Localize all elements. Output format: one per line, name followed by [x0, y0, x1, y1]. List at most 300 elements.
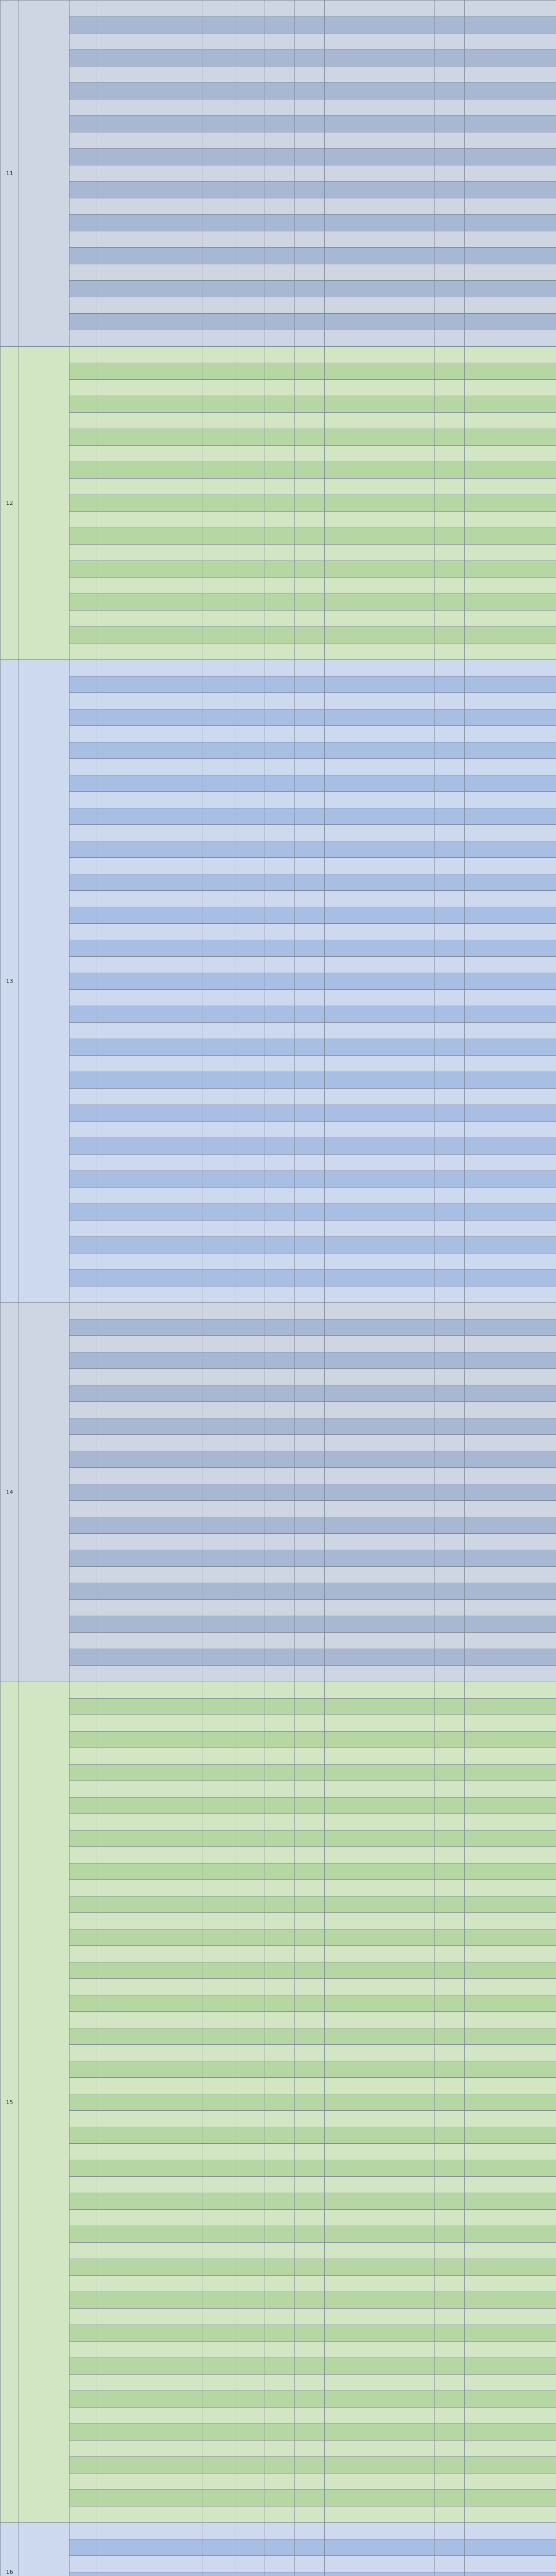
col-5-cell: [295, 281, 325, 297]
type-cell: [70, 149, 96, 165]
col-5-cell: [295, 165, 325, 182]
col-7-cell: [435, 1600, 465, 1616]
table-row: [1, 50, 556, 66]
table-row: [1, 2358, 556, 2375]
time-cell: [465, 759, 556, 775]
table-row: [1, 1913, 556, 1929]
location-cell: [325, 1204, 435, 1221]
col-4-cell: [265, 1253, 295, 1270]
col-7-cell: [435, 1451, 465, 1468]
location-cell: [325, 479, 435, 495]
table-row: [1, 1056, 556, 1072]
time-cell: [465, 1600, 556, 1616]
col-4-cell: [265, 512, 295, 528]
type-cell: [70, 1253, 96, 1270]
location-cell: [325, 1682, 435, 1699]
count-cell: [235, 874, 265, 891]
col-5-cell: [295, 825, 325, 841]
point-no-cell: [202, 1896, 235, 1913]
type-cell: [70, 1666, 96, 1682]
count-cell: [235, 1237, 265, 1253]
point-no-cell: [202, 726, 235, 742]
table-row: [1, 462, 556, 479]
table-row: [1, 99, 556, 116]
point-no-cell: [202, 611, 235, 627]
table-row: [1, 1286, 556, 1303]
point-no-cell: [202, 2441, 235, 2457]
time-cell: [465, 396, 556, 413]
col-4-cell: [265, 2111, 295, 2127]
location-cell: [325, 2259, 435, 2276]
point-name-cell: [96, 347, 202, 363]
point-name-cell: [96, 363, 202, 380]
location-cell: [325, 2276, 435, 2292]
col-7-cell: [435, 2342, 465, 2358]
col-7-cell: [435, 2358, 465, 2375]
type-cell: [70, 1171, 96, 1188]
point-no-cell: [202, 1418, 235, 1435]
location-cell: [325, 2391, 435, 2408]
time-cell: [465, 2408, 556, 2424]
col-7-cell: [435, 347, 465, 363]
count-cell: [235, 1896, 265, 1913]
col-7-cell: [435, 709, 465, 726]
type-cell: [70, 858, 96, 874]
count-cell: [235, 627, 265, 643]
point-no-cell: [202, 1451, 235, 1468]
col-5-cell: [295, 2309, 325, 2325]
location-cell: [325, 248, 435, 264]
col-4-cell: [265, 990, 295, 1006]
col-5-cell: [295, 874, 325, 891]
type-cell: [70, 380, 96, 396]
table-row: [1, 2391, 556, 2408]
point-name-cell: [96, 132, 202, 149]
point-name-cell: [96, 594, 202, 611]
col-5-cell: [295, 347, 325, 363]
col-7-cell: [435, 2160, 465, 2177]
location-cell: [325, 1336, 435, 1352]
col-5-cell: [295, 1649, 325, 1666]
time-cell: [465, 2523, 556, 2539]
time-cell: [465, 2144, 556, 2160]
table-row: [1, 1583, 556, 1600]
col-4-cell: [265, 50, 295, 66]
type-cell: [70, 2375, 96, 2391]
col-4-cell: [265, 676, 295, 693]
time-cell: [465, 1369, 556, 1385]
location-cell: [325, 396, 435, 413]
col-5-cell: [295, 1253, 325, 1270]
time-cell: [465, 693, 556, 709]
table-row: [1, 2144, 556, 2160]
table-row: [1, 1, 556, 17]
col-4-cell: [265, 2226, 295, 2243]
type-cell: [70, 1468, 96, 1484]
location-cell: [325, 2473, 435, 2490]
count-cell: [235, 578, 265, 594]
col-5-cell: [295, 2375, 325, 2391]
col-5-cell: [295, 2391, 325, 2408]
location-cell: [325, 1501, 435, 1517]
col-7-cell: [435, 215, 465, 231]
count-cell: [235, 2572, 265, 2576]
col-7-cell: [435, 2259, 465, 2276]
col-4-cell: [265, 2094, 295, 2111]
time-cell: [465, 462, 556, 479]
time-cell: [465, 528, 556, 545]
location-cell: [325, 231, 435, 248]
location-cell: [325, 1435, 435, 1451]
col-7-cell: [435, 578, 465, 594]
location-cell: [325, 1237, 435, 1253]
point-no-cell: [202, 1023, 235, 1039]
count-cell: [235, 1715, 265, 1732]
col-7-cell: [435, 2012, 465, 2028]
count-cell: [235, 1369, 265, 1385]
point-name-cell: [96, 2243, 202, 2259]
col-5-cell: [295, 1171, 325, 1188]
table-row: [1, 1155, 556, 1171]
col-5-cell: [295, 1699, 325, 1715]
point-name-cell: [96, 578, 202, 594]
table-row: [1, 1765, 556, 1781]
type-cell: [70, 594, 96, 611]
location-cell: [325, 1, 435, 17]
col-4-cell: [265, 1583, 295, 1600]
count-cell: [235, 396, 265, 413]
location-cell: [325, 1155, 435, 1171]
point-no-cell: [202, 1682, 235, 1699]
location-cell: [325, 2408, 435, 2424]
point-name-cell: [96, 2127, 202, 2144]
col-4-cell: [265, 1633, 295, 1649]
col-5-cell: [295, 1006, 325, 1023]
col-4-cell: [265, 1715, 295, 1732]
table-row: [1, 1319, 556, 1336]
col-5-cell: [295, 1435, 325, 1451]
col-4-cell: [265, 1270, 295, 1286]
table-row: [1, 2342, 556, 2358]
count-cell: [235, 1682, 265, 1699]
time-cell: [465, 1072, 556, 1089]
location-cell: [325, 165, 435, 182]
location-cell: [325, 1171, 435, 1188]
location-cell: [325, 1831, 435, 1847]
table-row: [1, 1122, 556, 1138]
count-cell: [235, 347, 265, 363]
type-cell: [70, 2506, 96, 2523]
col-7-cell: [435, 907, 465, 924]
location-cell: [325, 314, 435, 330]
location-cell: [325, 973, 435, 990]
count-cell: [235, 2358, 265, 2375]
count-cell: [235, 924, 265, 940]
count-cell: [235, 2473, 265, 2490]
col-7-cell: [435, 2111, 465, 2127]
location-cell: [325, 1583, 435, 1600]
type-cell: [70, 742, 96, 759]
point-name-cell: [96, 2424, 202, 2441]
col-4-cell: [265, 2309, 295, 2325]
count-cell: [235, 2556, 265, 2572]
time-cell: [465, 495, 556, 512]
col-7-cell: [435, 1188, 465, 1204]
col-4-cell: [265, 545, 295, 561]
location-cell: [325, 2144, 435, 2160]
time-cell: [465, 957, 556, 973]
location-cell: [325, 1286, 435, 1303]
location-cell: [325, 2523, 435, 2539]
col-4-cell: [265, 66, 295, 83]
type-cell: [70, 132, 96, 149]
time-cell: [465, 1385, 556, 1402]
count-cell: [235, 1253, 265, 1270]
table-row: [1, 1814, 556, 1831]
location-cell: [325, 742, 435, 759]
type-cell: [70, 1451, 96, 1468]
table-row: [1, 2028, 556, 2045]
col-5-cell: [295, 2424, 325, 2441]
point-name-cell: [96, 1089, 202, 1105]
time-cell: [465, 2391, 556, 2408]
col-5-cell: [295, 1286, 325, 1303]
location-cell: [325, 1649, 435, 1666]
col-7-cell: [435, 1863, 465, 1880]
point-name-cell: [96, 1781, 202, 1798]
table-row: [1, 1138, 556, 1155]
col-7-cell: [435, 775, 465, 792]
point-no-cell: [202, 643, 235, 660]
table-row: [1, 1534, 556, 1550]
count-cell: [235, 1863, 265, 1880]
time-cell: [465, 1616, 556, 1633]
col-4-cell: [265, 2078, 295, 2094]
col-7-cell: [435, 2144, 465, 2160]
col-5-cell: [295, 1188, 325, 1204]
col-4-cell: [265, 1435, 295, 1451]
time-cell: [465, 2358, 556, 2375]
table-row: [1, 446, 556, 462]
type-cell: [70, 116, 96, 132]
type-cell: [70, 2226, 96, 2243]
point-no-cell: [202, 2556, 235, 2572]
point-name-cell: [96, 693, 202, 709]
point-name-cell: [96, 1270, 202, 1286]
type-cell: [70, 1863, 96, 1880]
col-7-cell: [435, 1336, 465, 1352]
count-cell: [235, 1929, 265, 1946]
point-no-cell: [202, 1534, 235, 1550]
type-cell: [70, 1039, 96, 1056]
point-no-cell: [202, 1319, 235, 1336]
col-4-cell: [265, 248, 295, 264]
col-4-cell: [265, 759, 295, 775]
col-4-cell: [265, 1666, 295, 1682]
location-cell: [325, 2226, 435, 2243]
point-name-cell: [96, 1600, 202, 1616]
point-no-cell: [202, 149, 235, 165]
col-7-cell: [435, 594, 465, 611]
col-7-cell: [435, 1435, 465, 1451]
point-no-cell: [202, 1435, 235, 1451]
time-cell: [465, 594, 556, 611]
col-7-cell: [435, 1962, 465, 1979]
type-cell: [70, 940, 96, 957]
col-5-cell: [295, 512, 325, 528]
col-4-cell: [265, 1352, 295, 1369]
count-cell: [235, 528, 265, 545]
table-row: [1, 1221, 556, 1237]
point-name-cell: [96, 446, 202, 462]
point-name-cell: [96, 1534, 202, 1550]
time-cell: [465, 149, 556, 165]
time-cell: [465, 1847, 556, 1863]
col-4-cell: [265, 347, 295, 363]
table-row: [1, 742, 556, 759]
count-cell: [235, 660, 265, 676]
location-cell: [325, 1847, 435, 1863]
time-cell: [465, 1155, 556, 1171]
type-cell: [70, 264, 96, 281]
point-no-cell: [202, 2490, 235, 2506]
point-name-cell: [96, 611, 202, 627]
point-name-cell: [96, 2193, 202, 2210]
point-name-cell: [96, 1765, 202, 1781]
point-name-cell: [96, 50, 202, 66]
point-no-cell: [202, 874, 235, 891]
point-name-cell: [96, 742, 202, 759]
col-4-cell: [265, 1385, 295, 1402]
location-cell: [325, 297, 435, 314]
time-cell: [465, 1253, 556, 1270]
count-cell: [235, 2292, 265, 2309]
col-5-cell: [295, 1633, 325, 1649]
point-no-cell: [202, 1286, 235, 1303]
col-5-cell: [295, 1732, 325, 1748]
location-cell: [325, 1715, 435, 1732]
type-cell: [70, 2539, 96, 2556]
point-no-cell: [202, 1567, 235, 1583]
time-cell: [465, 2094, 556, 2111]
point-name-cell: [96, 2358, 202, 2375]
location-cell: [325, 347, 435, 363]
point-name-cell: [96, 1798, 202, 1814]
col-7-cell: [435, 660, 465, 676]
group-index-cell: 16: [1, 2523, 19, 2576]
location-cell: [325, 1072, 435, 1089]
count-cell: [235, 17, 265, 33]
table-row: [1, 2325, 556, 2342]
point-no-cell: [202, 1039, 235, 1056]
col-5-cell: [295, 2408, 325, 2424]
col-5-cell: [295, 2342, 325, 2358]
col-4-cell: [265, 2127, 295, 2144]
time-cell: [465, 561, 556, 578]
type-cell: [70, 1995, 96, 2012]
type-cell: [70, 1550, 96, 1567]
col-4-cell: [265, 165, 295, 182]
point-name-cell: [96, 1204, 202, 1221]
col-4-cell: [265, 775, 295, 792]
col-7-cell: [435, 874, 465, 891]
count-cell: [235, 1979, 265, 1995]
col-4-cell: [265, 132, 295, 149]
col-7-cell: [435, 2226, 465, 2243]
count-cell: [235, 1748, 265, 1765]
col-5-cell: [295, 561, 325, 578]
count-cell: [235, 363, 265, 380]
col-7-cell: [435, 1006, 465, 1023]
time-cell: [465, 1831, 556, 1847]
location-cell: [325, 429, 435, 446]
point-name-cell: [96, 2028, 202, 2045]
point-name-cell: [96, 1814, 202, 1831]
location-cell: [325, 2490, 435, 2506]
table-row: [1, 2111, 556, 2127]
col-7-cell: [435, 297, 465, 314]
count-cell: [235, 2111, 265, 2127]
col-4-cell: [265, 1237, 295, 1253]
time-cell: [465, 1814, 556, 1831]
time-cell: [465, 2012, 556, 2028]
type-cell: [70, 2473, 96, 2490]
table-row: [1, 973, 556, 990]
time-cell: [465, 182, 556, 198]
point-no-cell: [202, 380, 235, 396]
group-index-cell: 14: [1, 1303, 19, 1682]
col-7-cell: [435, 2473, 465, 2490]
col-4-cell: [265, 957, 295, 973]
col-4-cell: [265, 1616, 295, 1633]
col-7-cell: [435, 808, 465, 825]
point-no-cell: [202, 413, 235, 429]
col-4-cell: [265, 693, 295, 709]
point-no-cell: [202, 2045, 235, 2061]
point-name-cell: [96, 1913, 202, 1929]
location-cell: [325, 660, 435, 676]
col-5-cell: [295, 1847, 325, 1863]
type-cell: [70, 1880, 96, 1896]
col-5-cell: [295, 891, 325, 907]
point-no-cell: [202, 2424, 235, 2441]
type-cell: [70, 1715, 96, 1732]
location-cell: [325, 2078, 435, 2094]
time-cell: [465, 281, 556, 297]
point-no-cell: [202, 693, 235, 709]
col-5-cell: [295, 2177, 325, 2193]
point-name-cell: [96, 462, 202, 479]
col-5-cell: [295, 413, 325, 429]
table-row: [1, 1798, 556, 1814]
table-row: [1, 676, 556, 693]
point-no-cell: [202, 2177, 235, 2193]
col-7-cell: [435, 2375, 465, 2391]
table-row: [1, 2094, 556, 2111]
col-4-cell: [265, 314, 295, 330]
location-cell: [325, 627, 435, 643]
time-cell: [465, 330, 556, 347]
col-5-cell: [295, 2556, 325, 2572]
col-7-cell: [435, 611, 465, 627]
type-cell: [70, 1616, 96, 1633]
point-no-cell: [202, 479, 235, 495]
count-cell: [235, 2210, 265, 2226]
time-cell: [465, 891, 556, 907]
col-5-cell: [295, 2127, 325, 2144]
point-no-cell: [202, 1501, 235, 1517]
point-name-cell: [96, 1237, 202, 1253]
